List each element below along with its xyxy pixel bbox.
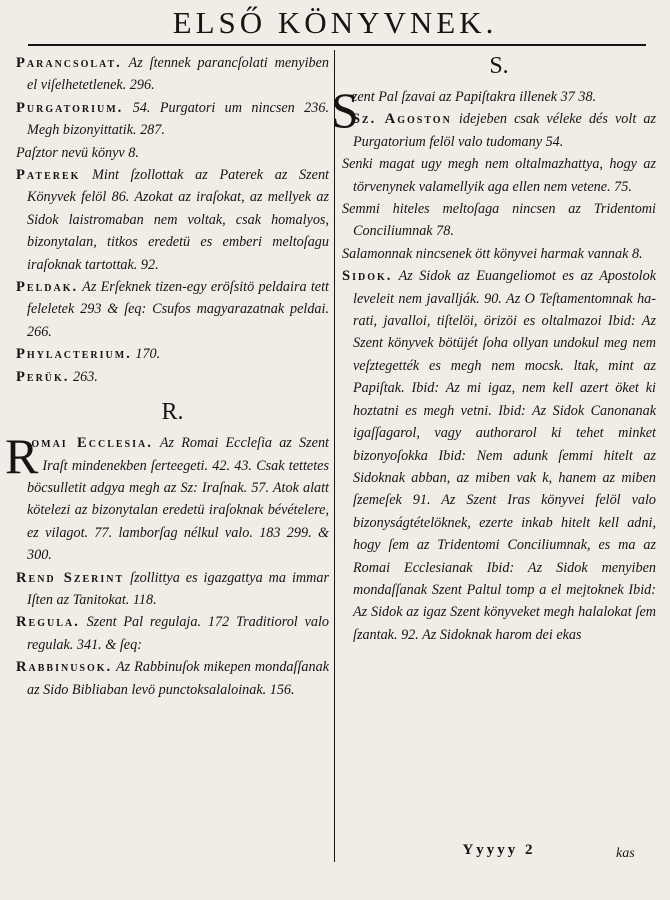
entry-text: Paſztor nevü könyv 8. xyxy=(16,144,139,161)
entry-headword: Sz. Agoston xyxy=(351,111,452,128)
drop-cap: R xyxy=(5,428,39,485)
entry-text: 263. xyxy=(69,368,98,385)
entry-headword: Peldak. xyxy=(16,279,79,296)
drop-cap: S xyxy=(331,82,359,138)
entry-headword: Purgatorium. xyxy=(16,99,124,116)
entry-headword: Rabbinusok. xyxy=(16,659,113,676)
signature-mark: Yyyyy 2 xyxy=(462,842,536,858)
catchword: kas xyxy=(616,846,635,861)
entry-text: Szent Pal regulaja. 172 Traditiorol valo regulak. 341. & ſeq: xyxy=(27,614,329,653)
index-entry xyxy=(16,97,329,142)
entry-text: zent Pal ſzavai az Papiſtakra illenek 37 38. xyxy=(351,89,597,105)
entries-s xyxy=(331,82,656,646)
index-entry xyxy=(342,198,656,243)
index-entry xyxy=(16,52,329,97)
entry-headword: Perük. xyxy=(16,368,70,385)
header-rule xyxy=(28,44,646,46)
entry-headword: Paterek xyxy=(16,167,81,184)
index-entry xyxy=(5,428,329,566)
entry-text: Az Erſeknek tizen-egy eröſsitö peldaira tett feleletek 293 & ſeq: Csufos magyarazatnak peldai. 266. xyxy=(27,279,329,340)
index-entry xyxy=(16,142,329,164)
entry-headword: omai Ecclesia. xyxy=(31,435,153,452)
entry-text: idejeben csak véleke dés volt az Purgatorium felöl valo tudomany 54. xyxy=(353,111,656,150)
entry-text: Az ſtennek parancſolati menyiben el viſelhetetlenek. 296. xyxy=(27,55,329,94)
entry-text: ſzollittya es igazgattya ma immar Iſten az Tanitokat. 118. xyxy=(27,569,329,608)
letter-heading-s: S. xyxy=(489,53,509,79)
entry-headword: Rend Szerint xyxy=(16,569,125,586)
page-header: ELSŐ KÖNYVNEK. xyxy=(172,5,498,40)
index-entry xyxy=(16,611,329,656)
entry-text: Az Romai Eccleſia az Szent Iraſt mindenekben ſerteegeti. 42. 43. Csak tettetes böcsulletit adgya megh az Sz: Iraſnak. 57. Atok alatt kötelezi az bizonytalan eredetü iraſoknak bévételere, ez vilagot. 77. lamborſag nélkul valo. 183 299. & 300. xyxy=(27,435,329,564)
entries-p xyxy=(16,52,329,388)
entry-headword: Parancsolat. xyxy=(16,55,122,71)
index-entry xyxy=(16,276,329,343)
entries-r xyxy=(5,428,329,701)
entry-text: Mint ſzollottak az Paterek az Szent Könyvek felöl 86. Azokat az iraſokat, az mellyek az Sidok laistromaban nem voltak, csak homalyos, bizonytalan, titkos eredetü es emberi meltoſagu iraſoknak tartottak. 92. xyxy=(27,167,329,273)
index-entry xyxy=(342,265,656,646)
entry-text: Az Sidok az Euangeliomot es az Apostolok leveleit nem javallják. 90. Az O Teſtamentomnak harati, javalloi, tiſtelöi, örizöi es oltalmazoi Ibid: Az Szent könyvek bötüjét ſoha ollyan undokul meg nem veſztegették es megh nem mocsk. ltak, mint az Papiſtak. Ibid: Az mi igaz, nem kell azert öket ki hoztatni es megh vetni. Ibid: Az Sidok Canonanak igaſſagarol, vagy authorarol ki tehet minket bizonyoſokka Ibid: Nem adunk ſemmi hitelt az Sidoknak abban, az miben vak k, hanem az miben ſzemeſek 91. Az Szent Iras könyvei felöl valo bizonyságtételöknek, ezerte inkab hitelt kell adni, hogy ſem az Tridentomi Conciliumnak, es ma az Romai Ecclesianak Ibid: Az Sidok menyiben mondaſſanak Szent Paltul tomp a el mejtoknek Ibid: Az Sidok az igaz Szent könyveket megh halalokat ſem ſzantak. 92. Az Sidoknak harom dei ekas xyxy=(353,268,656,643)
entry-text: 54. Purgatori um nincsen 236. Megh bizonyittatik. 287. xyxy=(27,99,329,139)
entry-text: 170. xyxy=(131,346,161,363)
index-entry xyxy=(342,108,656,153)
index-entry xyxy=(16,343,329,365)
index-entry xyxy=(16,567,329,612)
entry-text: Az Rabbinuſok mikepen mondaſſanak az Sido Bibliaban levö punctoksalaloinak. 156. xyxy=(27,659,329,698)
entry-headword: Sidok. xyxy=(342,268,393,285)
right-column xyxy=(331,52,656,646)
letter-heading-r: R. xyxy=(161,399,184,426)
index-entry xyxy=(16,164,329,276)
index-entry xyxy=(16,366,329,388)
entry-text: Senki magat ugy megh nem oltalmazhattya, hogy az törvenynek valamellyik aga ellen nem vetene. 75. xyxy=(342,156,656,195)
index-entry xyxy=(342,243,656,265)
index-entry xyxy=(16,656,329,701)
entry-text: Salamonnak nincsenek ött könyvei harmak vannak 8. xyxy=(342,245,643,262)
index-entry xyxy=(342,153,656,198)
column-divider xyxy=(334,50,335,862)
entry-headword: Phylacterium. xyxy=(16,346,132,363)
entry-text: Semmi hiteles meltoſaga nincsen az Tridentomi Conciliumnak 78. xyxy=(342,201,656,240)
entry-headword: Regula. xyxy=(16,614,80,631)
left-column xyxy=(5,52,329,701)
